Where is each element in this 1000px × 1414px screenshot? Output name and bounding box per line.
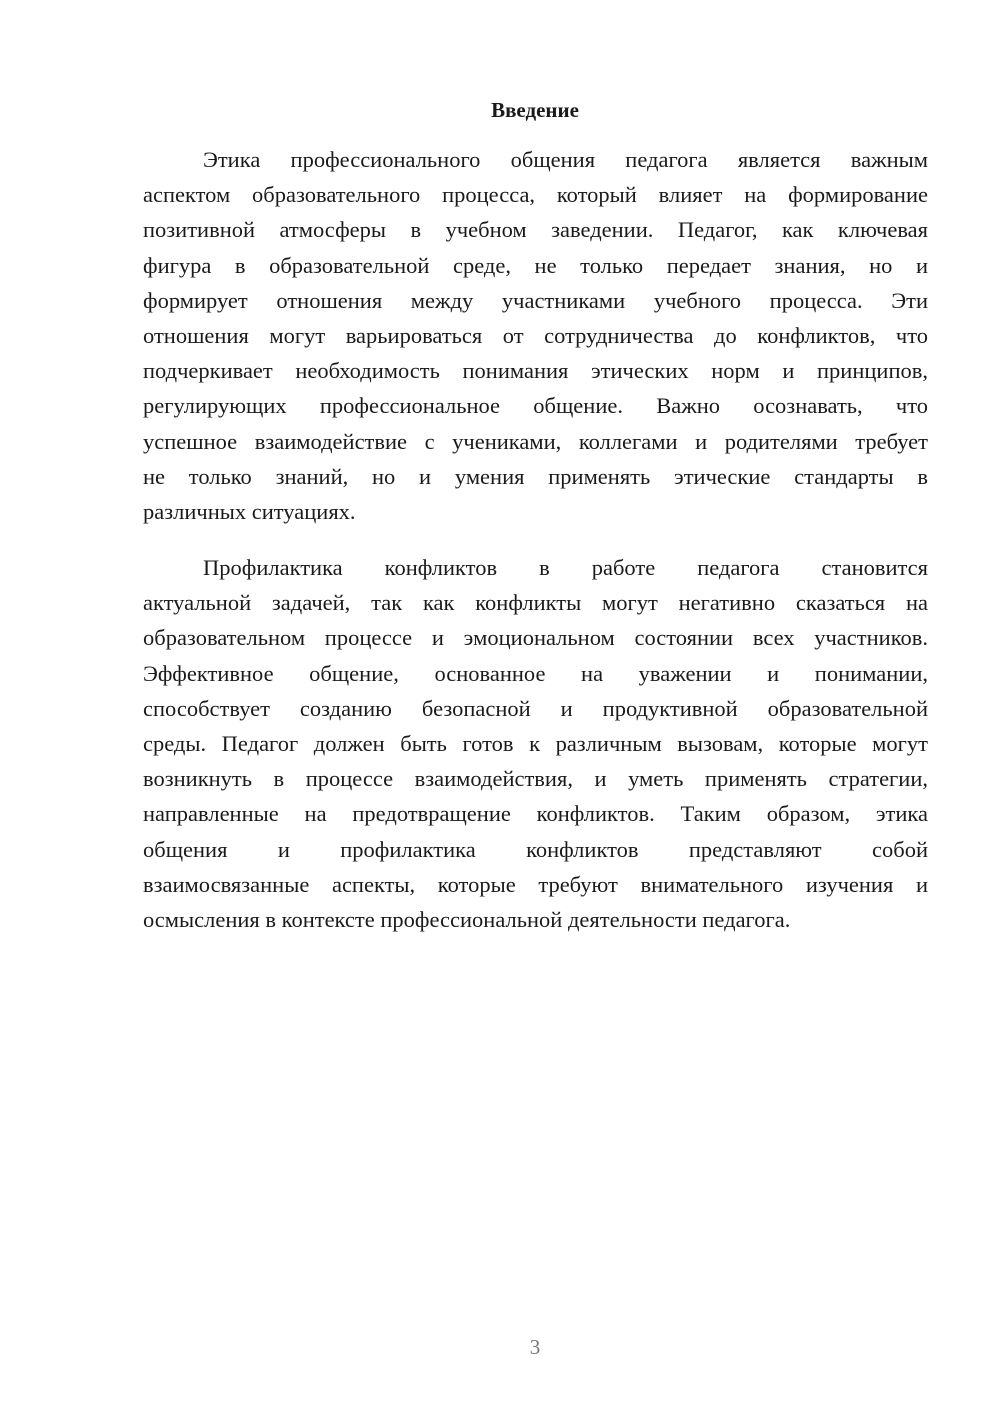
paragraph-line: Эффективное общение, основанное на уважении и понимании,	[143, 660, 928, 686]
paragraph-line: формирует отношения между участниками учебного процесса. Эти	[143, 287, 928, 313]
paragraph-line: осмысления в контексте профессиональной деятельности педагога.	[143, 907, 791, 932]
paragraph-line: Этика профессионального общения педагога является важным	[203, 147, 928, 172]
paragraph-line: успешное взаимодействие с учениками, коллегами и родителями требует	[143, 428, 928, 454]
paragraph-line: направленные на предотвращение конфликтов. Таким образом, этика	[143, 801, 928, 827]
paragraph-line: общения и профилактика конфликтов представляют собой	[143, 836, 928, 862]
paragraph-line: Профилактика конфликтов в работе педагога становится	[203, 555, 928, 580]
paragraph-line: аспектом образовательного процесса, который влияет на формирование	[143, 182, 928, 208]
paragraph-line: актуальной задачей, так как конфликты могут негативно сказаться на	[143, 590, 928, 616]
paragraph-line: не только знаний, но и умения применять этические стандарты в	[143, 463, 928, 489]
paragraph-line: способствует созданию безопасной и продуктивной образовательной	[143, 695, 928, 721]
paragraph-line: образовательном процессе и эмоциональном состоянии всех участников.	[143, 625, 928, 651]
paragraph-line: отношения могут варьироваться от сотрудничества до конфликтов, что	[143, 323, 928, 348]
paragraph-line: взаимосвязанные аспекты, которые требуют внимательного изучения и	[143, 871, 928, 897]
paragraph-line: различных ситуациях.	[143, 499, 356, 524]
paragraph-line: возникнуть в процессе взаимодействия, и уметь применять стратегии,	[143, 766, 928, 792]
paragraph-line: позитивной атмосферы в учебном заведении. Педагог, как ключевая	[143, 217, 928, 243]
paragraph-line: регулирующих профессиональное общение. Важно осознавать, что	[143, 393, 928, 419]
paragraph-line: подчеркивает необходимость понимания этических норм и принципов,	[143, 358, 928, 384]
page-number: 3	[529, 1335, 541, 1359]
section-title: Введение	[491, 98, 579, 122]
paragraph-line: среды. Педагог должен быть готов к различным вызовам, которые могут	[143, 731, 928, 756]
paragraph-line: фигура в образовательной среде, не только передает знания, но и	[143, 252, 928, 278]
